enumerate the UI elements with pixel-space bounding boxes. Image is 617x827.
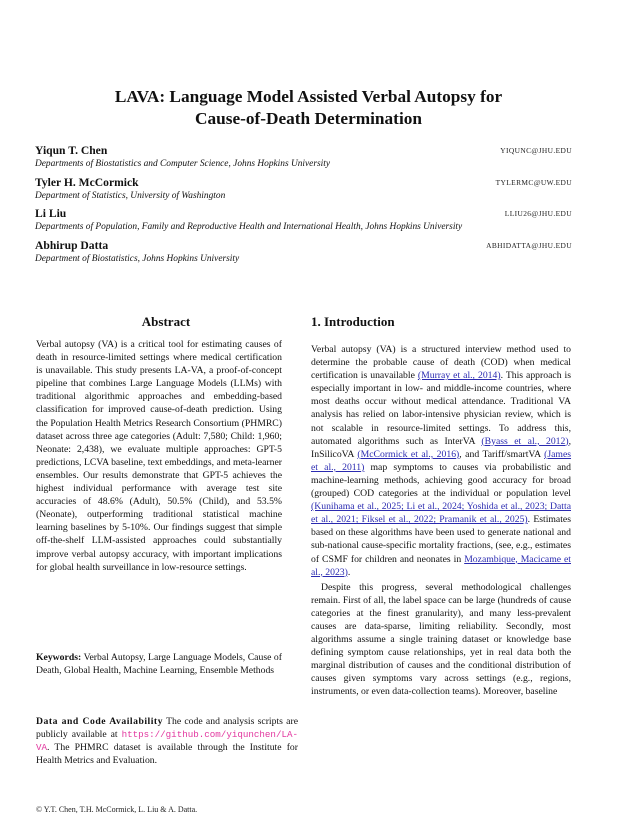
data-availability-text-after: . The PHMRC dataset is available through the Institute for Health Metrics and Evaluation. bbox=[36, 742, 298, 767]
introduction-paragraph-2: Despite this progress, several methodological challenges remain. First of all, the label space can be large (hundreds of cause categories at the finest granularity), and many less-prevalent causes are data-sparse, limiting reliability. Secondly, most algorithms assume a single training dataset or knowledge base defining symptom cause relationships, yet in real data both the marginal distribution of causes and the conditional distribution of causes given symptoms vary across settings (e.g., regions, instruments, or even data-collection teams). Moreover, baseline bbox=[311, 581, 571, 698]
citation-link[interactable]: (James et al., 2011) bbox=[311, 448, 572, 473]
author-email[interactable]: LLIU26@JHU.EDU bbox=[504, 209, 572, 218]
keywords-list: Verbal Autopsy, Large Language Models, Cause of Death, Global Health, Machine Learning, Ensemble Methods bbox=[36, 652, 282, 677]
paragraph-text: Verbal autopsy (VA) is a structured interview method used to determine the probable cause of death (COD) when medical certification is unavailable bbox=[311, 344, 571, 382]
abstract-body: Verbal autopsy (VA) is a critical tool for estimating causes of death in resource-limited settings where medical certification is unavailable. This study presents LA-VA, a proof-of-concept pipeline that combines Large Language Models (LLMs) with traditional algorithmic approaches and embedding-based classification for improved cause-of-death prediction. Using the Population Health Metrics Research Consortium (PHMRC) dataset across three age categories (Adult: 7,580; Child: 1,960; Neonate: 2,438), we evaluate multiple approaches: GPT-5 predictions, LCVA baseline, text embeddings, and meta-learner ensembles. Our results demonstrate that GPT-5 achieves the highest individual performance with average test site accuracies of 48.6% (Adult), 50.5% (Child), and 53.5% (Neonate), outperforming traditional statistical machine learning baselines by 5-10%. Our findings suggest that simple off-the-shelf LLM-assisted approaches could substantially improve verbal autopsy accuracy, with important implications for global health surveillance in low-resource settings. bbox=[36, 339, 282, 573]
keywords bbox=[36, 651, 282, 677]
author-email[interactable]: TYLERMC@UW.EDU bbox=[495, 178, 572, 187]
author-name: Tyler H. McCormick bbox=[35, 176, 139, 189]
paragraph-text: , InSilicoVA bbox=[311, 435, 571, 460]
author-affiliation: Department of Statistics, University of Washington bbox=[35, 191, 226, 201]
data-availability-text: The code and analysis scripts are publicly available at bbox=[36, 716, 298, 741]
data-availability-label: Data and Code Availability bbox=[36, 716, 163, 727]
paper-title bbox=[0, 86, 617, 130]
introduction-paragraph-1 bbox=[311, 343, 571, 579]
author-name: Abhirup Datta bbox=[35, 239, 109, 252]
abstract-heading: Abstract bbox=[141, 314, 191, 329]
citation-link[interactable]: (McCormick et al., 2016) bbox=[357, 448, 460, 460]
keywords-label: Keywords: bbox=[36, 652, 82, 663]
author-name: Yiqun T. Chen bbox=[35, 144, 108, 157]
citation-link[interactable]: (Murray et al., 2014) bbox=[417, 370, 501, 382]
author-block bbox=[35, 144, 572, 171]
data-availability bbox=[36, 715, 298, 767]
author-block bbox=[35, 207, 572, 234]
paragraph-text: . bbox=[347, 566, 351, 578]
paragraph-text: . This approach is especially important in low- and middle-income countries, where most deaths occur without medical attendance. Traditional VA analysis has relied on labor-intensive physician review, which is not scalable in resource-limited settings. To address this, automated algorithms such as InterVA bbox=[311, 370, 571, 447]
author-email[interactable]: ABHIDATTA@JHU.EDU bbox=[486, 241, 572, 250]
copyright-footer: © Y.T. Chen, T.H. McCormick, L. Liu & A. Datta. bbox=[36, 805, 198, 814]
author-affiliation: Departments of Population, Family and Reproductive Health and International Health, Johns Hopkins University bbox=[35, 222, 463, 232]
author-block bbox=[35, 176, 572, 203]
citation-link[interactable]: Mozambique, Macicame et al., 2023) bbox=[311, 553, 571, 578]
author-name: Li Liu bbox=[35, 207, 67, 220]
citation-link[interactable]: (Kunihama et al., 2025; Li et al., 2024; Yoshida et al., 2023; Datta et al., 2021; Fiksel et al., 2022; Pramanik et al., 2025) bbox=[311, 501, 571, 526]
author-block bbox=[35, 239, 572, 266]
paragraph-text: , and Tariff/smartVA bbox=[459, 448, 545, 460]
author-affiliation: Department of Biostatistics, Johns Hopkins University bbox=[35, 254, 240, 264]
github-link[interactable]: https://github.com/yiqunchen/LA-VA bbox=[36, 729, 298, 754]
title-line-1: LAVA: Language Model Assisted Verbal Autopsy for bbox=[114, 87, 503, 106]
citation-link[interactable]: (Byass et al., 2012) bbox=[481, 435, 569, 447]
introduction-body bbox=[311, 343, 571, 699]
paragraph-text: map symptoms to causes via probabilistic and machine-learning methods, achieving good accuracy for broad (grouped) COD categories at the individual or population level bbox=[311, 461, 571, 500]
author-email[interactable]: YIQUNC@JHU.EDU bbox=[500, 146, 572, 155]
title-line-2: Cause-of-Death Determination bbox=[194, 109, 422, 128]
paragraph-text: . Estimates based on these algorithms have been used to generate national and sub-national cause-specific mortality fractions, (see, e.g., estimates of CSMF for children and neonates in bbox=[311, 514, 571, 565]
author-affiliation: Departments of Biostatistics and Computer Science, Johns Hopkins University bbox=[35, 159, 331, 169]
section-heading-introduction: 1. Introduction bbox=[311, 314, 395, 329]
